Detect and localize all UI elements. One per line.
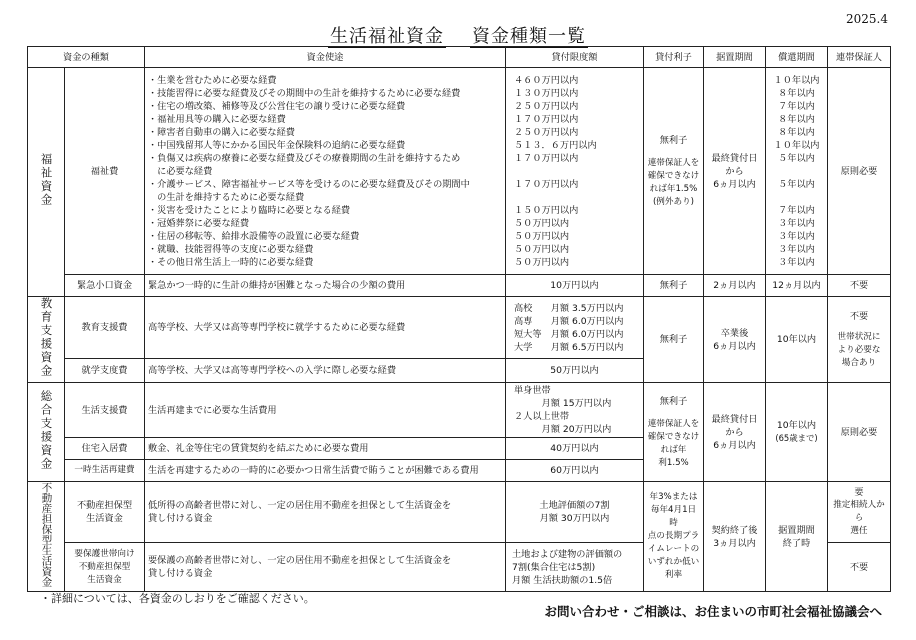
repayment-value: ３年以内 <box>778 243 815 255</box>
title-part-a: 生活福祉資金 <box>330 26 444 47</box>
repayment-comprehensive <box>766 383 828 482</box>
guarantor-fukushi: 原則必要 <box>828 68 891 275</box>
list-item: ・生業を営むために必要な経費 <box>148 74 277 86</box>
purpose-line: 貸し付ける資金 <box>148 568 213 580</box>
guarantor-comprehensive: 原則必要 <box>828 383 891 482</box>
fund-name-line: 不動産担保型 <box>78 561 131 572</box>
repayment-value: ５年以内 <box>778 178 815 190</box>
repayment-value: １０年以内 <box>773 74 820 86</box>
row-kyoiku <box>28 297 891 359</box>
limit-value: １７０万円以内 <box>514 178 579 190</box>
guarantor-line: 選任 <box>850 526 868 537</box>
repayment-realestate <box>766 482 828 592</box>
limit-shugaku: 50万円以内 <box>506 359 644 383</box>
guarantor-yohogo: 不要 <box>828 543 891 592</box>
repayment-value: １０年以内 <box>773 139 820 151</box>
limit-value: ２５０万円以内 <box>514 126 579 138</box>
row-kinkyu <box>28 275 891 297</box>
guarantor-education <box>828 297 891 383</box>
fund-name-fukushi: 福祉費 <box>65 68 145 275</box>
interest-line: いずれか低い <box>647 557 700 567</box>
page-title <box>0 22 916 48</box>
fund-name-kyoiku: 教育支援費 <box>65 297 145 359</box>
repayment-value: ７年以内 <box>778 204 815 216</box>
repayment-value: ３年以内 <box>778 230 815 242</box>
fund-name-line: 生活資金 <box>86 513 123 525</box>
grace-line: 6ヵ月以内 <box>713 178 756 190</box>
header-row <box>28 47 891 68</box>
purpose-list-fukushi <box>145 68 506 275</box>
interest-line: 毎年4月1日時 <box>650 505 697 528</box>
guarantor-line: より必要な <box>837 344 881 355</box>
limit-value: ２人以上世帯 <box>514 411 570 422</box>
interest-note: 確保できなけ <box>647 431 700 442</box>
fund-name-shugaku: 就学支度費 <box>65 359 145 383</box>
limit-value: 土地および建物の評価額の <box>512 548 623 560</box>
limit-value: 土地評価額の7割 <box>539 500 610 512</box>
list-item: ・その他日常生活上一時的に必要な経費 <box>148 256 314 268</box>
grace-kinkyu: 2ヵ月以内 <box>704 275 766 297</box>
header-fund-type: 資金の種類 <box>28 47 145 68</box>
guarantor-kinkyu: 不要 <box>828 275 891 297</box>
guarantor-fudosan <box>828 482 891 543</box>
limit-value: 7割(集合住宅は5割) <box>512 561 596 573</box>
repayment-value: ８年以内 <box>778 87 815 99</box>
repayment-list-fukushi <box>766 68 828 275</box>
list-item: ・住居の移転等、給排水設備等の設置に必要な経費 <box>148 230 360 242</box>
header-interest: 貸付利子 <box>644 47 704 68</box>
grace-line: 6ヵ月以内 <box>713 439 756 451</box>
repayment-education: 10年以内 <box>766 297 828 383</box>
list-item: ・冠婚葬祭に必要な経費 <box>148 217 250 229</box>
interest-line: 年3%または <box>649 492 698 502</box>
interest-note: (例外あり) <box>652 196 695 207</box>
grace-realestate <box>704 482 766 592</box>
limit-list-yohogo <box>506 543 644 592</box>
interest-education: 無利子 <box>644 297 704 383</box>
interest-realestate <box>644 482 704 592</box>
footer-note: ・詳細については、各資金のしおりをご確認ください。 <box>40 592 315 605</box>
grace-line: 6ヵ月以内 <box>713 340 756 352</box>
purpose-kinkyu: 緊急かつ一時的に生計の維持が困難となった場合の少額の費用 <box>145 275 506 297</box>
guarantor-line: 世帯状況に <box>837 331 881 342</box>
interest-note: れば年 <box>660 444 687 455</box>
purpose-line: 低所得の高齢者世帯に対し、一定の居住用不動産を担保として生活資金を <box>148 500 452 512</box>
interest-note: 連帯保証人を <box>647 418 700 429</box>
grace-fukushi <box>704 68 766 275</box>
fund-name-ichiji: 一時生活再建費 <box>65 460 145 482</box>
header-limit: 貸付限度額 <box>506 47 644 68</box>
interest-line: イムレートの <box>647 544 700 554</box>
interest-note: 利1.5% <box>658 457 689 468</box>
fund-name-yohogo <box>65 543 145 592</box>
grace-line: 最終貸付日 <box>711 152 758 164</box>
interest-note: 連帯保証人を <box>647 157 700 168</box>
list-item: ・福祉用具等の購入に必要な経費 <box>148 113 286 125</box>
limit-value: ４６０万円以内 <box>514 74 579 86</box>
header-guarantor: 連帯保証人 <box>828 47 891 68</box>
guarantor-line: 要 <box>854 487 864 499</box>
interest-note: れば年1.5% <box>649 183 698 194</box>
list-item: ・就職、技能習得等の支度に必要な経費 <box>148 243 314 255</box>
interest-line: 利率 <box>664 570 683 580</box>
repayment-value: ８年以内 <box>778 126 815 138</box>
limit-value: １７０万円以内 <box>514 152 579 164</box>
limit-ichiji: 60万円以内 <box>506 460 644 482</box>
limit-value: １３０万円以内 <box>514 87 579 99</box>
header-grace: 据置期間 <box>704 47 766 68</box>
limit-value: 高専 月額 6.0万円以内 <box>514 315 624 327</box>
limit-value: 月額 生活扶助額の1.5倍 <box>512 574 613 586</box>
purpose-line: 要保護の高齢者世帯に対し、一定の居住用不動産を担保として生活資金を <box>148 555 452 567</box>
interest-label: 無利子 <box>659 395 688 407</box>
limit-value: ５０万円以内 <box>514 243 570 255</box>
repayment-line: (65歳まで) <box>775 433 818 443</box>
repayment-line: 10年以内 <box>776 420 817 431</box>
purpose-shugaku: 高等学校、大学又は高等専門学校への入学に際し必要な経費 <box>145 359 506 383</box>
limit-value: ５０万円以内 <box>514 256 570 268</box>
repayment-line: 据置期間 <box>778 524 815 536</box>
row-fudosan <box>28 482 891 543</box>
list-item-cont: に必要な経費 <box>148 165 213 177</box>
fund-name-kinkyu: 緊急小口資金 <box>65 275 145 297</box>
limit-jutaku: 40万円以内 <box>506 438 644 460</box>
fund-name-line: 要保護世帯向け <box>74 548 135 559</box>
interest-line: 点の長期プラ <box>647 531 700 541</box>
limit-list-fudosan <box>506 482 644 543</box>
list-item: ・負傷又は疾病の療養に必要な経費及びその療養期間の生計を維持するため <box>148 152 461 164</box>
repayment-value: ３年以内 <box>778 256 815 268</box>
title-part-b: 資金種類一覧 <box>472 26 586 47</box>
limit-value: 月額 20万円以内 <box>514 424 612 435</box>
purpose-ichiji: 生活を再建するための一時的に必要かつ日常生活費で賄うことが困難である費用 <box>145 460 506 482</box>
interest-note: 確保できなけ <box>647 170 700 181</box>
grace-line: 最終貸付日 <box>711 413 758 425</box>
footer-contact: お問い合わせ・ご相談は、お住まいの市町社会福祉協議会へ <box>544 604 882 619</box>
fund-name-line: 不動産担保型 <box>76 500 133 512</box>
guarantor-line: 推定相続人から <box>833 500 885 524</box>
grace-line: から <box>725 165 744 177</box>
repayment-line: 終了時 <box>782 537 811 549</box>
list-item: ・介護サービス、障害福祉サービス等を受けるのに必要な経費及びその期間中 <box>148 178 470 190</box>
list-item-cont: の生計を維持するために必要な経費 <box>148 191 305 203</box>
category-comprehensive: 総合支援資金 <box>28 383 65 482</box>
limit-value: ５０万円以内 <box>514 230 570 242</box>
category-realestate: 不動産担保型生活資金 <box>28 482 65 592</box>
limit-value: 単身世帯 <box>514 385 551 396</box>
list-item: ・住宅の増改築、補修等及び公営住宅の譲り受けに必要な経費 <box>148 100 406 112</box>
limit-kinkyu: 10万円以内 <box>506 275 644 297</box>
grace-comprehensive <box>704 383 766 482</box>
list-item: ・災害を受けたことにより臨時に必要となる経費 <box>148 204 351 216</box>
list-item: ・障害者自動車の購入に必要な経費 <box>148 126 295 138</box>
header-repayment: 償還期間 <box>766 47 828 68</box>
repayment-kinkyu: 12ヵ月以内 <box>766 275 828 297</box>
category-education: 教育支援資金 <box>28 297 65 383</box>
grace-line: 契約終了後 <box>711 524 758 536</box>
grace-line: から <box>725 426 744 438</box>
list-item: ・技能習得に必要な経費及びその期間中の生計を維持するために必要な経費 <box>148 87 461 99</box>
grace-line: 3ヵ月以内 <box>713 537 756 549</box>
limit-value: ５０万円以内 <box>514 217 570 229</box>
repayment-value: ７年以内 <box>778 100 815 112</box>
guarantor-line: 不要 <box>849 310 869 322</box>
fund-name-jutaku: 住宅入居費 <box>65 438 145 460</box>
limit-value: ５１３．６万円以内 <box>514 139 597 151</box>
repayment-value: ３年以内 <box>778 217 815 229</box>
list-item: ・中国残留邦人等にかかる国民年金保険料の追納に必要な経費 <box>148 139 406 151</box>
fund-name-fudosan <box>65 482 145 543</box>
row-fukushi <box>28 68 891 275</box>
grace-line: 卒業後 <box>720 327 749 339</box>
limit-value: 高校 月額 3.5万円以内 <box>514 302 624 314</box>
repayment-value: ５年以内 <box>778 152 815 164</box>
guarantor-line: 場合あり <box>841 357 877 368</box>
limit-list-fukushi <box>506 68 644 275</box>
purpose-seikatsu: 生活再建までに必要な生活費用 <box>145 383 506 438</box>
purpose-jutaku: 敷金、礼金等住宅の賃貸契約を結ぶために必要な費用 <box>145 438 506 460</box>
limit-value: ２５０万円以内 <box>514 100 579 112</box>
purpose-fudosan <box>145 482 506 543</box>
interest-fukushi <box>644 68 704 275</box>
limit-list-seikatsu <box>506 383 644 438</box>
document-date: 2025.4 <box>846 12 888 26</box>
purpose-line: 貸し付ける資金 <box>148 513 213 525</box>
limit-value: 大学 月額 6.5万円以内 <box>514 341 624 353</box>
limit-value: 月額 15万円以内 <box>514 398 612 409</box>
limit-list-kyoiku <box>506 297 644 359</box>
limit-value: 短大等 月額 6.0万円以内 <box>514 328 624 340</box>
repayment-value: ８年以内 <box>778 113 815 125</box>
category-welfare: 福祉資金 <box>28 68 65 297</box>
interest-label: 無利子 <box>659 134 688 146</box>
grace-education <box>704 297 766 383</box>
fund-table <box>27 46 891 592</box>
fund-name-line: 生活資金 <box>87 574 122 585</box>
fund-name-seikatsu: 生活支援費 <box>65 383 145 438</box>
interest-comprehensive <box>644 383 704 482</box>
row-seikatsu <box>28 383 891 438</box>
purpose-yohogo <box>145 543 506 592</box>
header-purpose: 資金使途 <box>145 47 506 68</box>
limit-value: １５０万円以内 <box>514 204 579 216</box>
interest-kinkyu: 無利子 <box>644 275 704 297</box>
purpose-kyoiku: 高等学校、大学又は高等専門学校に就学するために必要な経費 <box>145 297 506 359</box>
limit-value: 月額 30万円以内 <box>539 513 610 525</box>
limit-value: １７０万円以内 <box>514 113 579 125</box>
